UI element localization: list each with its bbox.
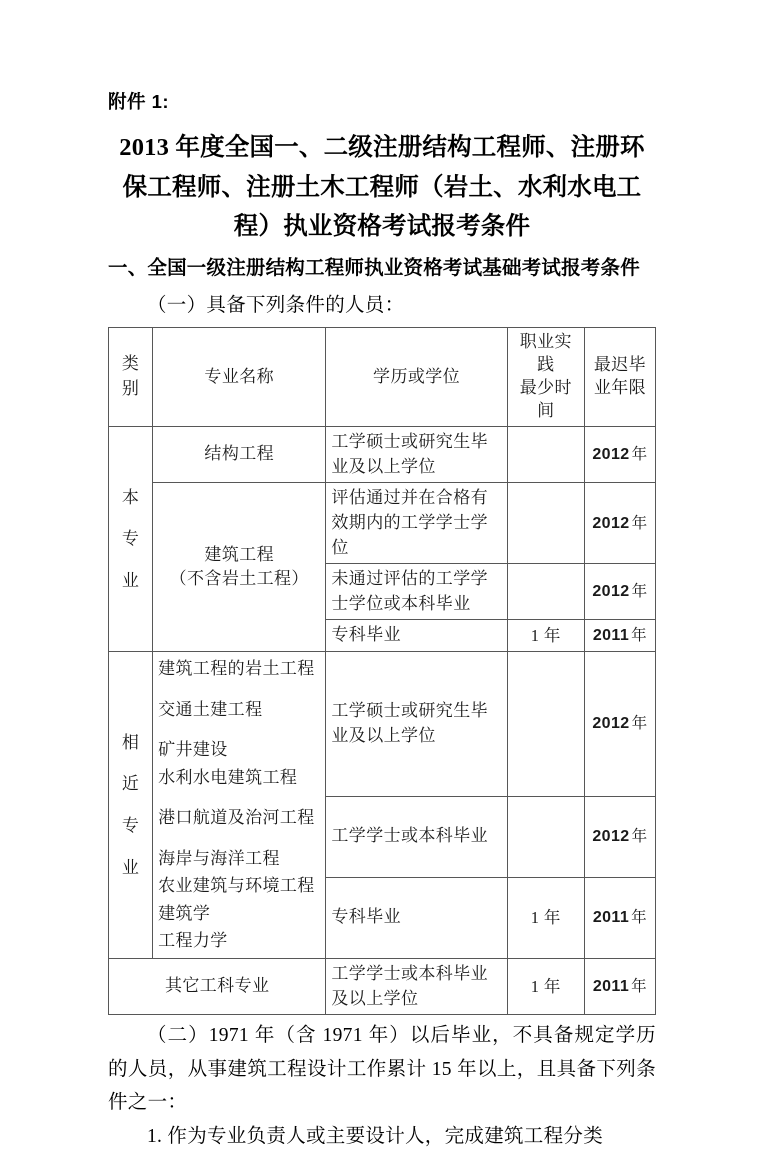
education-cell: 工学学士或本科毕业及以上学位 [326,958,507,1014]
majors-list [158,655,320,955]
practice-cell: 1 年 [507,958,584,1014]
education-cell: 专科毕业 [326,620,507,652]
paragraph-2: （二）1971 年（含 1971 年）以后毕业，不具备规定学历的人员，从事建筑工程设计工作累计 15 年以上，且具备下列条件之一： [108,1025,656,1114]
majors-group [158,655,320,683]
table-row [109,426,656,482]
deadline-value: 2012 年 [592,828,648,846]
deadline-unit: 年 [631,627,648,645]
major-item: 建筑工程的岩土工程 [158,659,315,679]
major-item: 交通土建工程 [158,699,263,719]
deadline-value: 2012 年 [592,446,648,464]
deadline-cell [584,877,655,958]
table-row [109,958,656,1014]
practice-cell [507,426,584,482]
header-practice-line2: 最少时间 [519,378,572,421]
deadline-value: 2011 年 [592,909,648,927]
deadline-cell [584,958,655,1014]
practice-cell [507,652,584,796]
header-practice [507,328,584,427]
deadline-unit: 年 [631,715,648,733]
major-cell-list [153,652,326,959]
major-item: 工程力学 [158,931,228,951]
category-char: 专 [121,529,140,549]
table-header-row [109,328,656,427]
education-cell: 未通过评估的工学学士学位或本科毕业 [326,564,507,620]
deadline-unit: 年 [631,978,648,996]
practice-cell: 1 年 [507,877,584,958]
major-cell-jianzhugongcheng [153,483,326,652]
majors-group [158,804,320,832]
category-char: 本 [121,487,140,507]
deadline-cell [584,426,655,482]
deadline-unit: 年 [631,446,648,464]
majors-group [158,696,320,724]
deadline-unit: 年 [631,909,648,927]
deadline-value: 2011 年 [592,627,648,645]
major-cell-other: 其它工科专业 [109,958,326,1014]
category-cell-benzhuanye [109,426,153,651]
deadline-value: 2012 年 [592,583,648,601]
category-char: 相 [121,732,140,752]
category-char: 业 [121,857,140,877]
education-cell: 专科毕业 [326,877,507,958]
deadline-value: 2011 年 [592,978,648,996]
practice-cell: 1 年 [507,620,584,652]
header-deadline-line2: 业年限 [593,378,647,398]
majors-group [158,736,320,791]
header-practice-line1: 职业实践 [519,332,572,375]
deadline-value: 2012 年 [592,715,648,733]
header-deadline [584,328,655,427]
header-deadline-line1: 最迟毕 [593,355,647,375]
table-row [109,483,656,564]
major-item: 建筑学 [158,903,211,923]
education-cell: 工学学士或本科毕业 [326,796,507,877]
attachment-label: 附件 1: [108,91,170,112]
requirements-table-wrapper [108,327,656,1015]
deadline-unit: 年 [631,828,648,846]
header-education: 学历或学位 [326,328,507,427]
deadline-cell [584,564,655,620]
deadline-unit: 年 [631,583,648,601]
requirements-table [108,327,656,1015]
major-item: 水利水电建筑工程 [158,767,298,787]
deadline-cell [584,796,655,877]
major-cell: 结构工程 [153,426,326,482]
major-item: 矿井建设 [158,740,228,760]
category-char: 业 [121,570,140,590]
category-cell-xiangjinzhuanye [109,652,153,959]
category-char: 近 [121,774,140,794]
major-item: 港口航道及治河工程 [158,808,315,828]
education-cell: 工学硕士或研究生毕业及以上学位 [326,426,507,482]
category-char: 专 [121,815,140,835]
major-line-1: 建筑工程 [204,544,275,564]
subsection-label-1: （一）具备下列条件的人员： [147,294,405,316]
deadline-unit: 年 [631,514,648,532]
deadline-value: 2012 年 [592,514,648,532]
deadline-cell [584,620,655,652]
majors-group [158,845,320,955]
table-row [109,652,656,796]
major-line-2: （不含岩土工程） [169,569,309,589]
page-title: 2013 年度全国一、二级注册结构工程师、注册环保工程师、注册土木工程师（岩土、水利水电工程）执业资格考试报考条件 [119,134,645,241]
header-category: 类别 [109,328,153,427]
section-heading-1: 一、全国一级注册结构工程师执业资格考试基础考试报考条件 [108,257,640,280]
deadline-cell [584,483,655,564]
header-major-name: 专业名称 [153,328,326,427]
deadline-cell [584,652,655,796]
practice-cell [507,564,584,620]
practice-cell [507,796,584,877]
education-cell: 评估通过并在合格有效期内的工学学士学位 [326,483,507,564]
education-cell: 工学硕士或研究生毕业及以上学位 [326,652,507,796]
major-item: 农业建筑与环境工程 [158,876,315,896]
paragraph-item-1: 1. 作为专业负责人或主要设计人，完成建筑工程分类 [147,1125,604,1147]
major-item: 海岸与海洋工程 [158,848,280,868]
page-content [108,90,656,1153]
practice-cell [507,483,584,564]
